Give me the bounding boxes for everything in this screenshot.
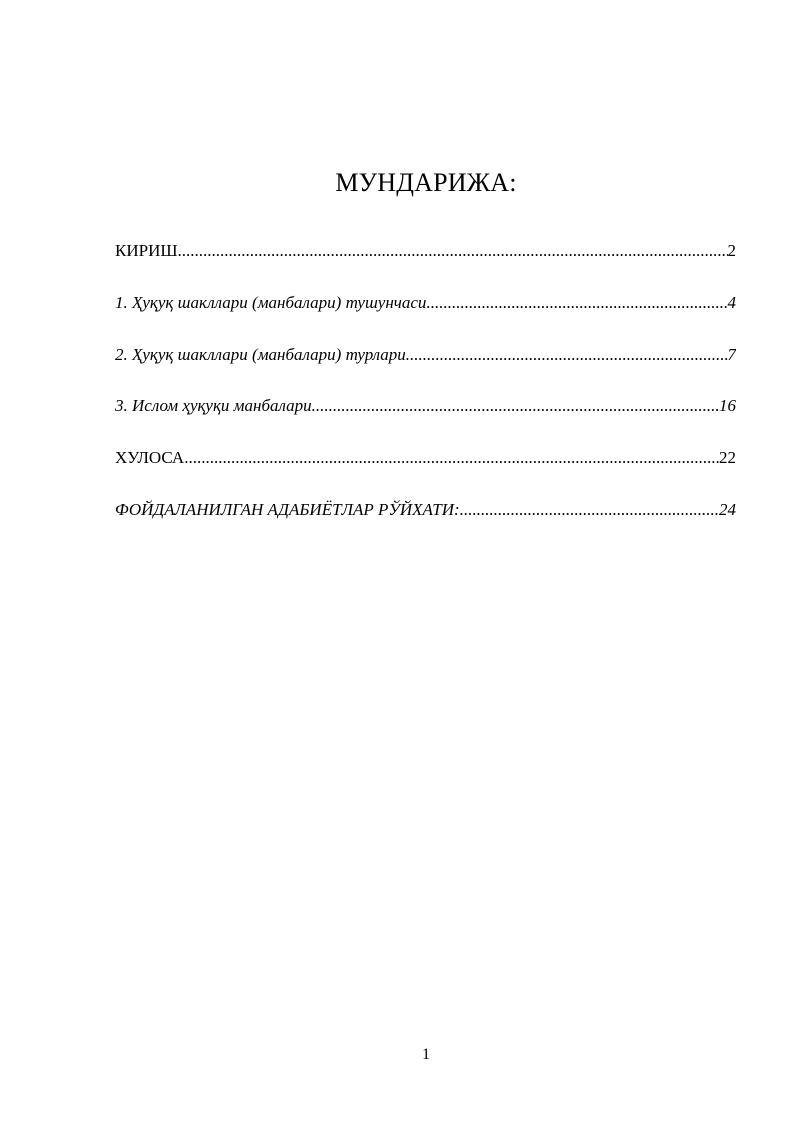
toc-entry-page-number: 7 [727,344,736,364]
toc-entry-label: КИРИШ [115,241,178,260]
dot-leader [460,497,719,523]
dot-leader [312,393,719,419]
toc-entry-label: ФОЙДАЛАНИЛГАН АДАБИЁТЛАР РЎЙХАТИ: [115,499,460,519]
dot-leader [184,445,719,471]
dot-leader [406,342,728,368]
toc-entry-page-number: 2 [727,241,736,260]
dot-leader [178,238,728,264]
toc-entry-page-number: 24 [719,499,736,519]
dot-leader [426,290,727,316]
toc-heading: МУНДАРИЖА: [335,168,517,197]
toc-entry-label: ХУЛОСА [115,448,185,468]
toc-entry-page-number: 22 [719,448,736,468]
toc-entry-conclusion[interactable] [115,445,736,471]
toc-entry-page-number: 4 [727,292,736,312]
toc-entry-page-number: 16 [719,396,736,416]
toc-entry-section-1[interactable] [115,290,736,316]
toc-entry-section-2[interactable] [115,342,736,368]
toc-entry-label: 3. Ислом ҳуқуқи манбалари [115,396,312,416]
toc-entry-label: 1. Ҳуқуқ шакллари (манбалари) тушунчаси [115,292,427,312]
toc-entry-section-3[interactable] [115,393,736,419]
page-number: 1 [422,1046,430,1063]
table-of-contents [115,238,736,549]
toc-entry-introduction[interactable] [115,238,736,264]
toc-entry-label: 2. Ҳуқуқ шакллари (манбалари) турлари [115,344,406,364]
toc-entry-bibliography[interactable] [115,497,736,523]
